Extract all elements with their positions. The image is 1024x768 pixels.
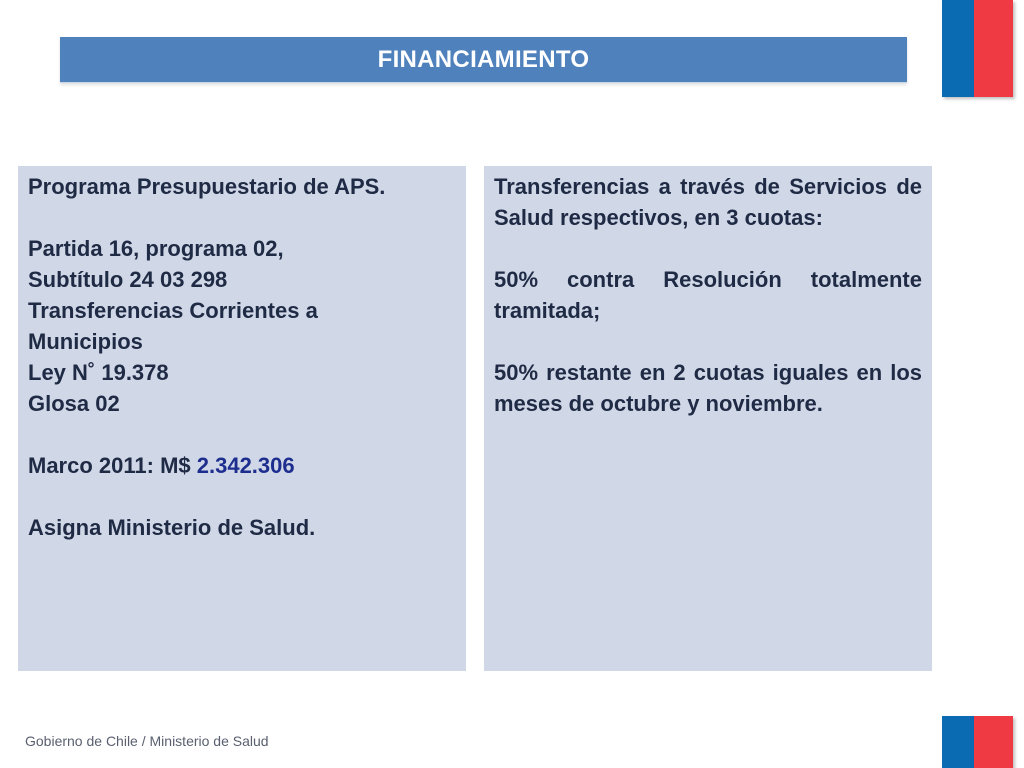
transferencias-line: Transferencias Corrientes a (28, 298, 318, 323)
flag-logo-bottom (942, 716, 1013, 768)
asigna-line: Asigna Ministerio de Salud. (28, 515, 316, 540)
flag-logo-top (942, 0, 1013, 97)
flag-red-stripe (974, 716, 1013, 768)
right-panel (484, 166, 932, 671)
transfer-paragraph: Transferencias a través de Servicios de Salud respectivos, en 3 cuotas: (494, 174, 922, 230)
marco-label: Marco 2011: M$ (28, 453, 197, 478)
flag-red-stripe (974, 0, 1013, 97)
ley-line: Ley N˚ 19.378 (28, 360, 169, 385)
municipios-line: Municipios (28, 329, 143, 354)
marco-line (28, 450, 454, 481)
first-payment-paragraph: 50% contra Resolución totalmente tramitada; (494, 267, 922, 323)
left-panel (18, 166, 466, 671)
subtitulo-line: Subtítulo 24 03 298 (28, 267, 228, 292)
program-line: Programa Presupuestario de APS. (28, 174, 386, 199)
slide-title: FINANCIAMIENTO (377, 45, 590, 73)
glosa-line: Glosa 02 (28, 391, 120, 416)
remaining-payment-paragraph: 50% restante en 2 cuotas iguales en los meses de octubre y noviembre. (494, 360, 922, 416)
flag-blue-stripe (942, 0, 974, 97)
footer-text: Gobierno de Chile / Ministerio de Salud (25, 733, 269, 749)
flag-blue-stripe (942, 716, 974, 768)
partida-line: Partida 16, programa 02, (28, 236, 284, 261)
marco-value: 2.342.306 (196, 453, 295, 478)
title-bar (60, 37, 907, 83)
